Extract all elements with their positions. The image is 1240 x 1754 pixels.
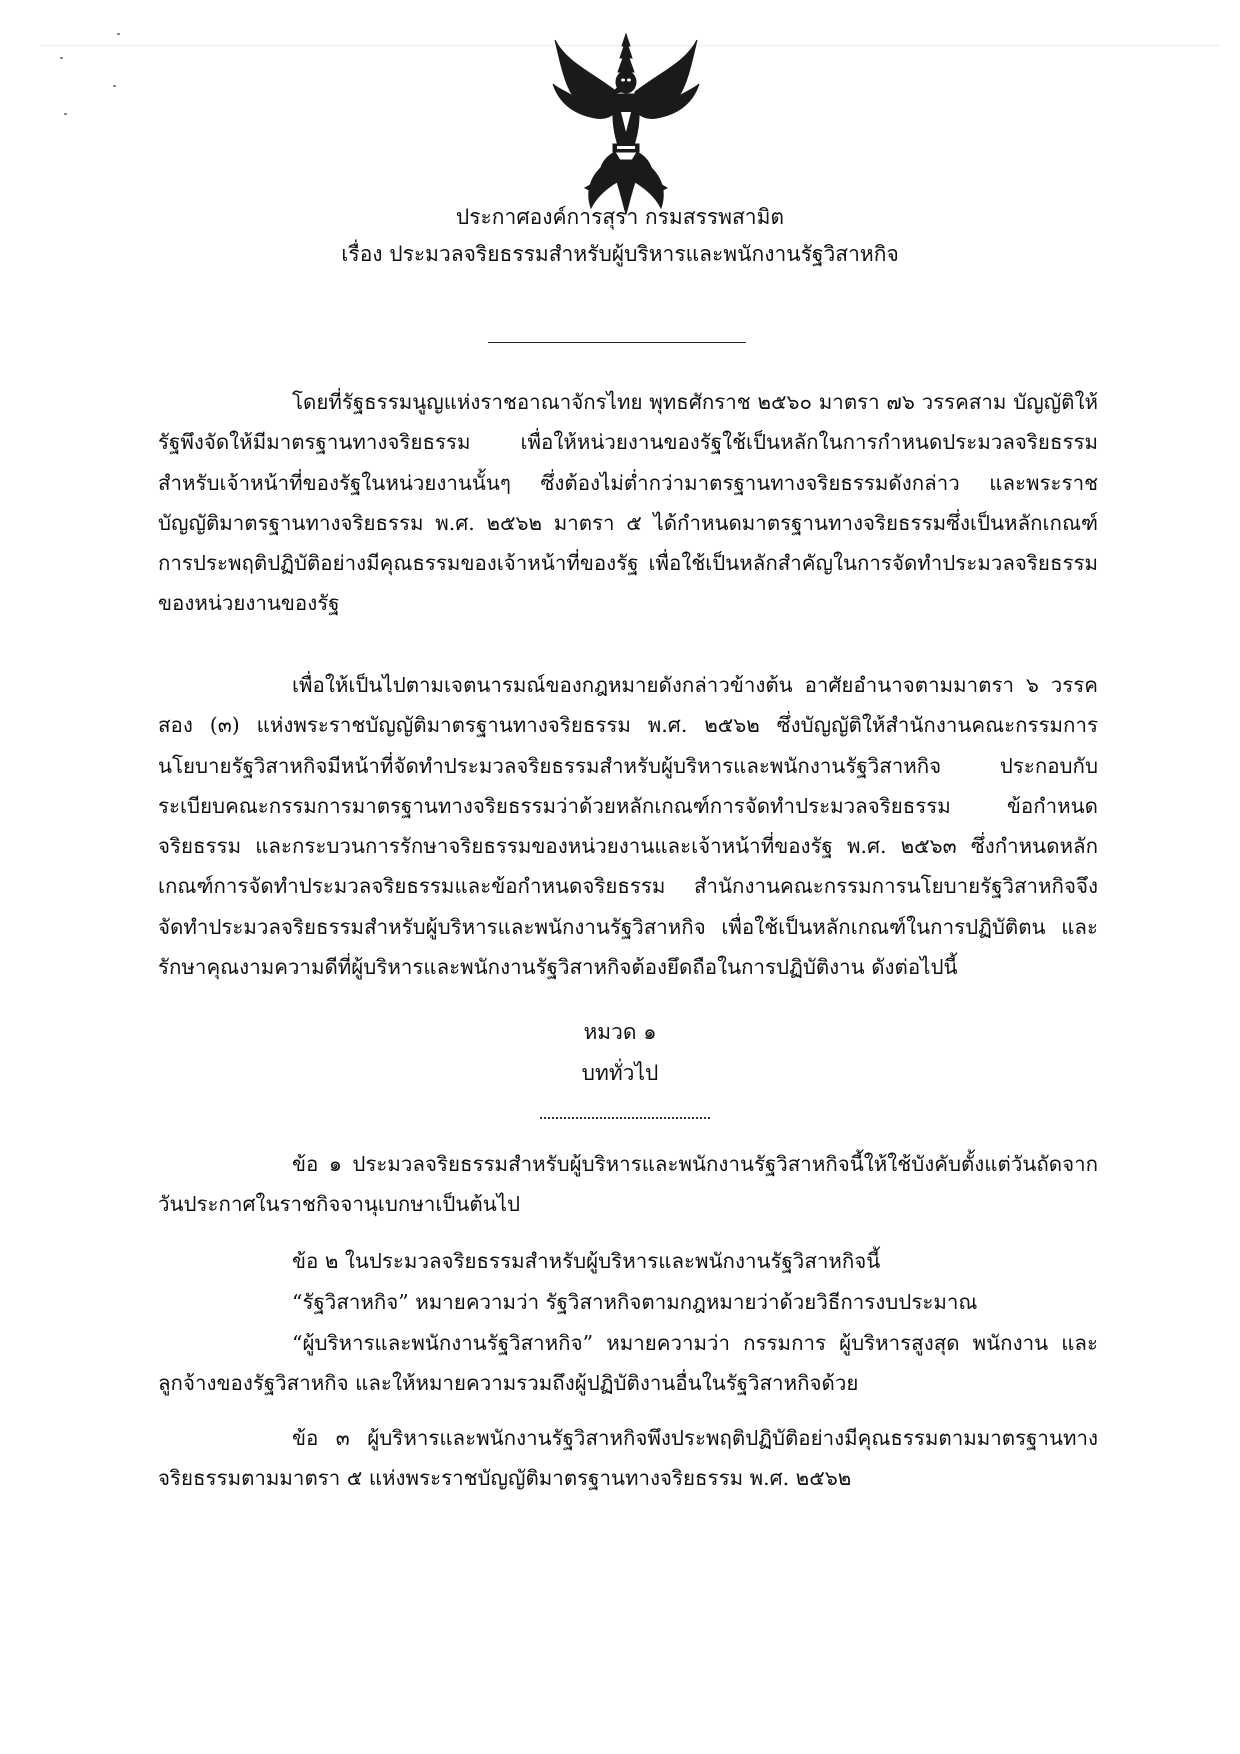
clause-paragraph: ข้อ ๒ ในประมวลจริยธรรมสำหรับผู้บริหารและพนักงานรัฐวิสาหกิจนี้ — [292, 1249, 881, 1273]
preamble-paragraph: เพื่อให้เป็นไปตามเจตนารมณ์ของกฎหมายดังกล่าวข้างต้น อาศัยอำนาจตามมาตรา ๖ วรรคสอง (๓) แห่งพระราชบัญญัติมาตรฐานทางจริยธรรม พ.ศ. ๒๕๖๒ ซึ่งบัญญัติให้สำนักงานคณะกรรมการนโยบายรัฐวิสาหกิจมีหน้าที่จัดทำประมวลจริยธรรมสำหรับผู้บริหารและพนักงานรัฐวิสาหกิจ ประกอบกับระเบียบคณะกรรมการมาตรฐานทางจริยธรรมว่าด้วยหลักเกณฑ์การจัดทำประมวลจริยธรรม ข้อกำหนดจริยธรรม และกระบวนการรักษาจริยธรรมของหน่วยงานและเจ้าหน้าที่ของรัฐ พ.ศ. ๒๕๖๓ ซึ่งกำหนดหลักเกณฑ์การจัดทำประมวลจริยธรรมและข้อกำหนดจริยธรรม สำนักงานคณะกรรมการนโยบายรัฐวิสาหกิจจึงจัดทำประมวลจริยธรรมสำหรับผู้บริหารและพนักงานรัฐวิสาหกิจ เพื่อใช้เป็นหลักเกณฑ์ในการปฏิบัติตน และรักษาคุณงามความดีที่ผู้บริหารและพนักงานรัฐวิสาหกิจต้องยึดถือในการปฏิบัติงาน ดังต่อไปนี้ — [158, 673, 1098, 980]
scan-speck — [64, 113, 67, 115]
garuda-emblem-icon — [551, 32, 701, 216]
definition-paragraph: “รัฐวิสาหกิจ” หมายความว่า รัฐวิสาหกิจตามกฎหมายว่าด้วยวิธีการงบประมาณ — [292, 1290, 978, 1314]
scan-speck — [113, 85, 116, 87]
clause-paragraph: ข้อ ๑ ประมวลจริยธรรมสำหรับผู้บริหารและพนักงานรัฐวิสาหกิจนี้ให้ใช้บังคับตั้งแต่วันถัดจากวันประกาศในราชกิจจานุเบกษาเป็นต้นไป — [158, 1152, 1098, 1217]
scan-speck — [60, 57, 63, 59]
subject-line: เรื่อง ประมวลจริยธรรมสำหรับผู้บริหารและพนักงานรัฐวิสาหกิจ — [341, 242, 899, 266]
definition-paragraph: “ผู้บริหารและพนักงานรัฐวิสาหกิจ” หมายความว่า กรรมการ ผู้บริหารสูงสุด พนักงาน และลูกจ้างของรัฐวิสาหกิจ และให้หมายความรวมถึงผู้ปฏิบัติงานอื่นในรัฐวิสาหกิจด้วย — [158, 1331, 1098, 1396]
issuer-line: ประกาศองค์การสุรา กรมสรรพสามิต — [455, 205, 785, 229]
scan-speck — [117, 33, 120, 35]
chapter-separator — [540, 1117, 710, 1119]
chapter-number: หมวด ๑ — [583, 1020, 657, 1044]
chapter-name: บททั่วไป — [581, 1061, 659, 1085]
title-underline — [488, 342, 746, 343]
clause-paragraph: ข้อ ๓ ผู้บริหารและพนักงานรัฐวิสาหกิจพึงประพฤติปฏิบัติอย่างมีคุณธรรมตามมาตรฐานทางจริยธรรมตามมาตรา ๕ แห่งพระราชบัญญัติมาตรฐานทางจริยธรรม พ.ศ. ๒๕๖๒ — [158, 1426, 1098, 1491]
preamble-paragraph: โดยที่รัฐธรรมนูญแห่งราชอาณาจักรไทย พุทธศักราช ๒๕๖๐ มาตรา ๗๖ วรรคสาม บัญญัติให้รัฐพึงจัดให้มีมาตรฐานทางจริยธรรม เพื่อให้หน่วยงานของรัฐใช้เป็นหลักในการกำหนดประมวลจริยธรรมสำหรับเจ้าหน้าที่ของรัฐในหน่วยงานนั้นๆ ซึ่งต้องไม่ต่ำกว่ามาตรฐานทางจริยธรรมดังกล่าว และพระราชบัญญัติมาตรฐานทางจริยธรรม พ.ศ. ๒๕๖๒ มาตรา ๕ ได้กำหนดมาตรฐานทางจริยธรรมซึ่งเป็นหลักเกณฑ์การประพฤติปฏิบัติอย่างมีคุณธรรมของเจ้าหน้าที่ของรัฐ เพื่อใช้เป็นหลักสำคัญในการจัดทำประมวลจริยธรรมของหน่วยงานของรัฐ — [158, 390, 1098, 616]
